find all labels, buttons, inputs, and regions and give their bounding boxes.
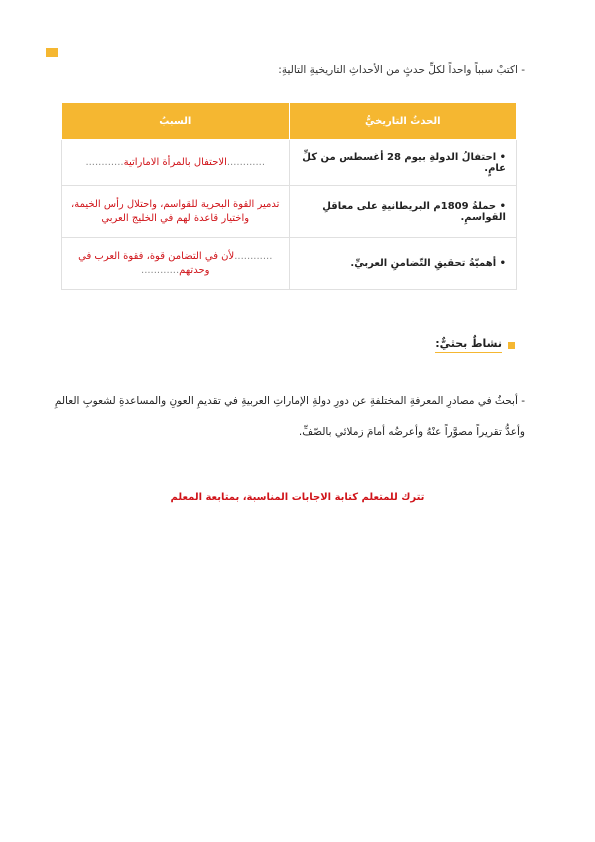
cause-answer: تدمير القوة البحرية للقواسم، واحتلال رأس الخيمة، واختيار قاعدة لهم في الخليج العربي <box>71 199 280 224</box>
activity-line-2: وأعدُّ تقريراً مصوَّراً عنْهُ وأعرضُه أمامَ زملائي بالصّفِّ. <box>298 426 525 438</box>
teacher-note: تترك للمتعلم كتابة الاجابات المناسبة، بمتابعة المعلم <box>170 492 425 503</box>
table-row <box>62 140 517 186</box>
square-bullet-icon <box>508 342 515 349</box>
event-cell: • احتفالُ الدولةِ بيوم 28 أغسطس من كلِّ عامٍ. <box>289 140 517 186</box>
table-row <box>62 186 517 238</box>
activity-heading <box>435 337 515 353</box>
activity-line-1: - أبحثُ في مصادرِ المعرفةِ المختلفةِ عن دورِ دولةِ الإماراتِ العربيةِ في تقديمِ العونِ والمساعدةِ لشعوبِ العالمِ <box>54 395 525 407</box>
event-cell: • حملةُ 1809م البريطانيةِ على معاقلِ القواسمِ. <box>289 186 517 238</box>
table-header-row <box>62 103 517 140</box>
event-cell: • أهميّةُ تحقيقِ التّضامنِ العربيِّ. <box>289 238 517 290</box>
events-table <box>61 102 517 290</box>
corner-decoration <box>46 48 58 57</box>
dotted-leader: ............ <box>85 156 124 168</box>
cause-cell <box>62 140 290 186</box>
cause-answer: الاحتفال بالمرأة الاماراتية <box>123 156 227 168</box>
instruction-text: - اكتبْ سبباً واحداً لكلِّ حدثٍ من الأحداثِ التاريخيةِ التاليةِ: <box>278 64 525 76</box>
dotted-leader: ............ <box>234 251 273 263</box>
table-row <box>62 238 517 290</box>
header-event: الحدثُ التاريخيُّ <box>289 103 517 140</box>
activity-title: نشاطٌ بحثيٌّ: <box>435 337 502 353</box>
header-cause: السببُ <box>62 103 290 140</box>
cause-cell <box>62 238 290 290</box>
cause-cell <box>62 186 290 238</box>
cause-answer: لأن في التضامن قوة، فقوة العرب في وحدتهم <box>78 251 235 276</box>
dotted-leader: ............ <box>226 156 266 168</box>
dotted-leader: ............ <box>141 264 180 276</box>
